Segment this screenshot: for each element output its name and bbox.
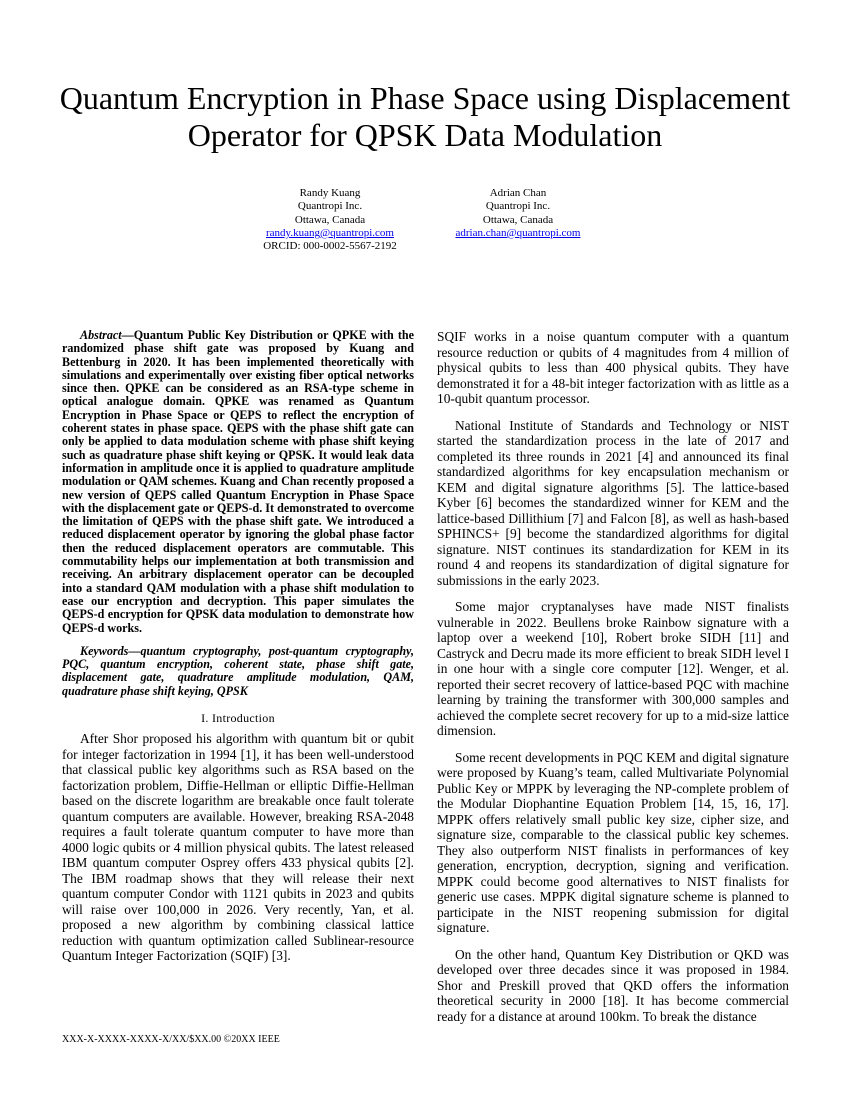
keywords: Keywords—quantum cryptography, post-quantum cryptography, PQC, quantum encryption, coherent state, phase shift gate, displacement gate, quadrature amplitude modulation, QAM, quadrature phase shift keying, QPSK [62, 643, 414, 698]
author-location: Ottawa, Canada [294, 213, 366, 226]
author-email-link[interactable]: randy.kuang@quantropi.com [266, 226, 394, 239]
copyright-footer: XXX-X-XXXX-XXXX-X/XX/$XX.00 ©20XX IEEE [62, 1034, 280, 1045]
section-heading-introduction: I. Introduction [201, 711, 275, 726]
body-paragraph: Some recent developments in PQC KEM and digital signature were proposed by Kuang’s team, called Multivariate Polynomial Public Key or MPPK by leveraging the NP-complete problem of the Modular Diophantine Equation Problem [14, 15, 16, 17]. MPPK offers relatively small public key size, cipher size, and signature size, comparable to the classical public key schemes. They also outperform NIST finalists in performances of key generation, encryption, decryption, signing and verification. MPPK could become good alternatives to NIST finalists for generic use cases. MPPK digital signature scheme is planned to participate in the NIST reopening submission for digital signature. [437, 749, 789, 935]
author-name: Randy Kuang [299, 187, 361, 199]
abstract-label: Abstract [80, 328, 122, 342]
body-paragraph: Some major cryptanalyses have made NIST finalists vulnerable in 2022. Beullens broke Rainbow signature with a laptop over a weekend [10], Robert broke SIDH [11] and Castryck and Decru made its more efficient to break SIDH level I in one hour with a single core computer [12]. Wenger, et al. reported their secret recovery of lattice-based PQC with machine learning by training the transformer with 300,000 samples and achieved the complete secret recovery for up to a mid-size lattice dimension. [437, 599, 789, 738]
author-name: Adrian Chan [489, 187, 547, 199]
author-email-link[interactable]: adrian.chan@quantropi.com [455, 226, 581, 239]
body-paragraph: After Shor proposed his algorithm with quantum bit or qubit for integer factorization in 1994 [1], it has been well-understood that classical public key algorithms such as RSA based on the factorization problem, Diffie-Hellman or elliptic Diffie-Hellman based on the discrete logarithm are breakable once fault tolerate quantum computers are available. However, breaking RSA-2048 requires a fault tolerate quantum computer to have more than 4000 logic qubits or 4 million physical qubits. The latest released IBM quantum computer Osprey offers 433 physical qubits [2]. The IBM roadmap shows that they will release their next quantum computer Condor with 1121 qubits in 2023 and qubits will raise over 100,000 in 2026. Very recently, Yan, et al. proposed a new algorithm by combining classical lattice reduction with quantum optimization called Sublinear-resource Quantum Integer Factorization (SQIF) [3]. [62, 731, 414, 964]
author-affiliation: Quantropi Inc. [485, 200, 551, 213]
abstract [62, 329, 414, 635]
right-column [437, 329, 789, 1024]
body-paragraph: National Institute of Standards and Technology or NIST started the standardization process in the late of 2017 and completed its three rounds in 2021 [4] and announced its final standardized algorithms for key encapsulation mechanism or KEM and digital signature algorithms [5]. The lattice-based Kyber [6] becomes the standardized winner for KEM and the lattice-based Dillithium [7] and Falcon [8], as well as hash-based SPHINCS+ [9] become the standardized algorithms for digital signature. NIST continues its standardization for KEM in its round 4 and reopens its standardization of digital signature for submissions in the early 2023. [437, 417, 789, 588]
author-orcid: ORCID: 000-0002-5567-2192 [263, 240, 397, 253]
author-location: Ottawa, Canada [482, 213, 554, 226]
author-block-1 [220, 187, 440, 253]
body-paragraph: SQIF works in a noise quantum computer with a quantum resource reduction or qubits of 4 magnitudes from 4 million of physical qubits to less than 400 physical qubits. They have demonstrated it for a 48-bit integer factorization with as little as a 10-qubit quantum processor. [437, 329, 789, 406]
author-affiliation: Quantropi Inc. [297, 200, 363, 213]
author-block-2 [408, 187, 628, 240]
abstract-text: —Quantum Public Key Distribution or QPKE with the randomized phase shift gate was proposed by Kuang and Bettenburg in 2020. It has been implemented theoretically with simulations and experimentally over existing fiber optical networks since then. QPKE can be considered as an RSA-type scheme in optical analogue domain. QPKE was renamed as Quantum Encryption in Phase Space or QEPS to reflect the encryption of coherent states in phase space. QEPS with the phase shift gate can only be applied to data modulation scheme with phase shift keying such as quadrature phase shift keying or QPSK. It would leak data information in amplitude once it is applied to quadrature amplitude modulation or QAM schemes. Kuang and Chan recently proposed a new version of QEPS called Quantum Encryption in Phase Space with the displacement gate or QEPS-d. It demonstrated to overcome the limitation of QEPS with the phase shift gate. We introduced a reduced displacement operator by ignoring the global phase factor then the reduced displacement operators are commutable. This commutability helps our implementation at both transmission and receiving. An arbitrary displacement operator can be decoupled into a standard QAM modulation with a phase shift modulation to ease our encryption and decryption. This paper simulates the QEPS-d encryption for QPSK data modulation to demonstrate how QEPS-d works. [62, 328, 414, 635]
paper-title: Quantum Encryption in Phase Space using Displacement Operator for QPSK Data Modulation [59, 80, 791, 153]
body-paragraph: On the other hand, Quantum Key Distribution or QKD was developed over three decades since it was proposed in 1984. Shor and Preskill proved that QKD offers the information theoretical security in 2000 [18]. It has become commercial ready for a distance at around 100km. To break the distance [437, 946, 789, 1024]
left-column [62, 329, 414, 964]
